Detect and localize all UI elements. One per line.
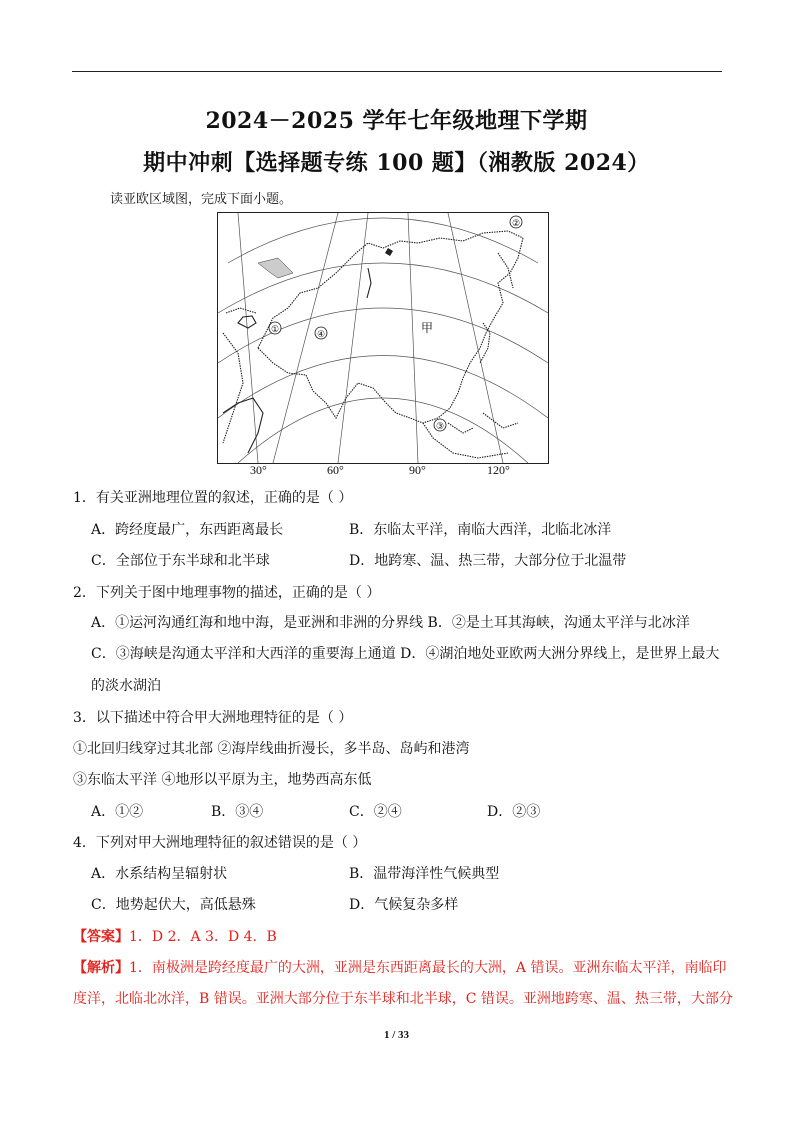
- analysis-line2: 度洋，北临北冰洋，B 错误。亚洲大部分位于东半球和北半球，C 错误。亚洲地跨寒、温、热三带，大部分: [73, 991, 733, 1007]
- answer-label: 【答案】: [73, 929, 129, 945]
- map-label-1: ①: [270, 324, 280, 334]
- eurasia-map: [217, 212, 549, 464]
- answer-text: 1．D 2．A 3．D 4．B: [129, 929, 277, 945]
- q4-option-b: B．温带海洋性气候典型: [349, 866, 500, 882]
- q3-option-c: C．②④: [349, 804, 402, 820]
- header-rule: [72, 71, 722, 72]
- map-graphic: [218, 213, 548, 463]
- answer-line: [73, 926, 277, 946]
- analysis-text-1: 1．南极洲是跨经度最广的大洲，亚洲是东西距离最长的大洲，A 错误。亚洲东临太平洋，南临印: [129, 960, 727, 976]
- intro-text: 读亚欧区域图，完成下面小题。: [110, 192, 293, 207]
- longitude-label-120: 120°: [487, 463, 510, 477]
- q4-option-d: D．气候复杂多样: [349, 897, 459, 913]
- q2-option-ab: A．①运河沟通红海和地中海，是亚洲和非洲的分界线 B．②是土耳其海峡，沟通太平洋与北冰洋: [91, 615, 690, 631]
- map-label-4: ④: [316, 329, 326, 339]
- q3-stem: 3．以下描述中符合甲大洲地理特征的是（ ）: [73, 710, 353, 726]
- q1-stem: 1．有关亚洲地理位置的叙述，正确的是（ ）: [73, 490, 353, 506]
- longitude-label-90: 90°: [409, 463, 426, 477]
- page-number: 1 / 33: [383, 1029, 410, 1041]
- map-label-2: ②: [511, 218, 521, 228]
- page-title-line2: 期中冲刺【选择题专练 100 题】（湘教版 2024）: [143, 150, 650, 176]
- page-title-line1: 2024－2025 学年七年级地理下学期: [205, 108, 588, 134]
- q2-stem: 2．下列关于图中地理事物的描述，正确的是（ ）: [73, 585, 381, 601]
- q3-option-a: A．①②: [91, 804, 144, 820]
- map-label-3: ③: [435, 421, 445, 431]
- q3-items-line1: ①北回归线穿过其北部 ②海岸线曲折漫长，多半岛、岛屿和港湾: [73, 741, 470, 757]
- analysis-label: 【解析】: [73, 960, 129, 976]
- q3-option-d: D．②③: [487, 804, 541, 820]
- q3-items-line2: ③东临太平洋 ④地形以平原为主，地势西高东低: [73, 772, 372, 788]
- q3-option-b: B．③④: [211, 804, 264, 820]
- q2-option-cd-continued: 的淡水湖泊: [91, 678, 161, 694]
- q4-stem: 4．下列对甲大洲地理特征的叙述错误的是（ ）: [73, 835, 367, 851]
- longitude-label-30: 30°: [250, 463, 267, 477]
- q1-option-b: B．东临太平洋，南临大西洋，北临北冰洋: [349, 522, 612, 538]
- q2-option-cd: C．③海峡是沟通太平洋和大西洋的重要海上通道 D．④湖泊地处亚欧两大洲分界线上，是世界上最大: [91, 646, 720, 662]
- q4-option-a: A．水系结构呈辐射状: [91, 866, 228, 882]
- q1-option-a: A．跨经度最广，东西距离最长: [91, 522, 284, 538]
- analysis-line1: [73, 957, 726, 977]
- q4-option-c: C．地势起伏大，高低悬殊: [91, 897, 256, 913]
- longitude-label-60: 60°: [327, 463, 344, 477]
- q1-option-d: D．地跨寒、温、热三带，大部分位于北温带: [349, 553, 627, 569]
- q1-option-c: C．全部位于东半球和北半球: [91, 553, 270, 569]
- map-label-jia: 甲: [421, 321, 434, 335]
